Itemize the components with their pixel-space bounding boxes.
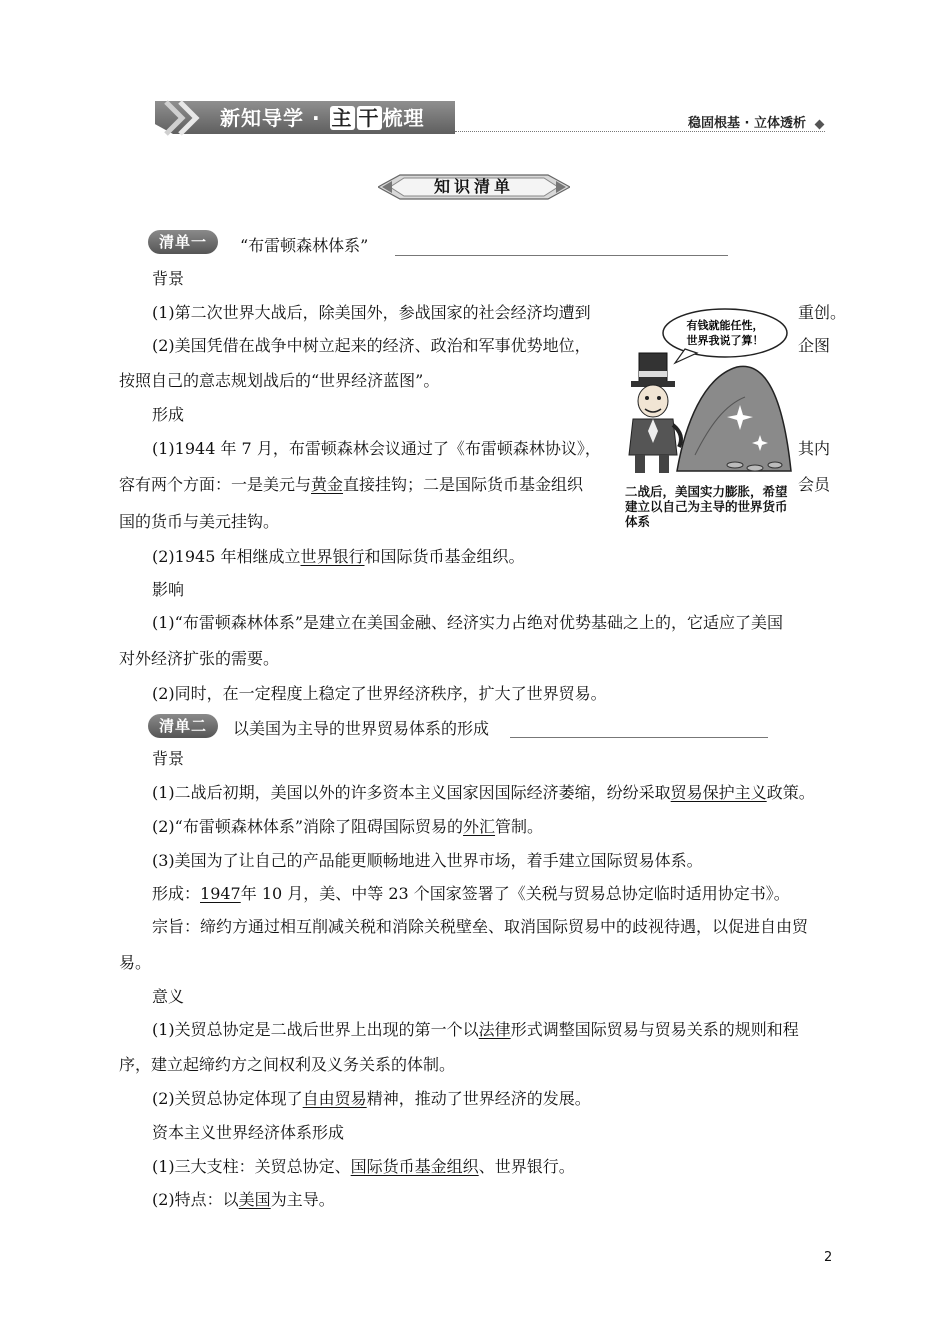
bubble-line-2: 世界我说了算！ <box>686 334 764 347</box>
list1-text: (2)同时，在一定程度上稳定了世界经济秩序，扩大了世界贸易。 <box>152 684 607 703</box>
cartoon-illustration <box>615 305 800 477</box>
list1-heading-background: 背景 <box>152 269 185 288</box>
list1-text: (2)1945 年相继成立 <box>152 547 301 566</box>
list2-text: 、世界银行。 <box>478 1157 575 1176</box>
list1-text: (1)1944 年 7 月，布雷顿森林会议通过了《布雷顿森林协议》， <box>152 439 601 458</box>
list2-text: 宗旨：缔约方通过相互削减关税和消除关税壁垒、取消国际贸易中的歧视待遇，以促进自由贸 <box>152 917 809 936</box>
answer-blank: 1947 <box>200 884 241 903</box>
list2-text: (3)美国为了让自己的产品能更顺畅地进入世界市场，着手建立国际贸易体系。 <box>152 851 703 870</box>
list1-text: 国的货币与美元挂钩。 <box>119 512 280 531</box>
list1-text: (1)“布雷顿森林体系”是建立在美国金融、经济实力占绝对优势基础之上的，它适应了美国 <box>152 613 784 632</box>
answer-blank: 外汇 <box>463 817 496 836</box>
list1-text: 容有两个方面：一是美元与 <box>119 475 312 494</box>
list2-text: 年 10 月，美、中等 23 个国家签署了《关税与贸易总协定临时适用协定书》。 <box>240 884 790 903</box>
list1-text: 其内 <box>798 439 831 458</box>
banner-title <box>220 103 425 133</box>
list2-text: 形成： <box>152 884 201 903</box>
banner-dotted-line <box>455 131 825 132</box>
list2-text-line <box>152 883 790 905</box>
answer-blank: 国际货币基金组织 <box>350 1157 479 1176</box>
diamond-icon <box>815 120 825 130</box>
list1-text: (2)美国凭借在战争中树立起来的经济、政治和军事优势地位， <box>152 336 591 355</box>
list2-text: (1)二战后初期，美国以外的许多资本主义国家因国际经济萎缩，纷纷采取 <box>152 783 671 802</box>
list2-text: (1)三大支柱：关贸总协定、 <box>152 1157 351 1176</box>
list2-heading-system: 资本主义世界经济体系形成 <box>152 1123 345 1142</box>
list2-rule <box>510 737 768 738</box>
chevron-right-icon <box>160 98 205 138</box>
list1-text: 会员 <box>798 475 831 494</box>
answer-blank: 世界银行 <box>300 547 365 566</box>
answer-blank: 美国 <box>238 1190 271 1209</box>
list2-text: (2)“布雷顿森林体系”消除了阻碍国际贸易的 <box>152 817 464 836</box>
list2-text: 序，建立起缔约方之间权利及义务关系的体制。 <box>119 1055 456 1074</box>
list2-text: 政策。 <box>766 783 815 802</box>
list2-heading-background: 背景 <box>152 749 185 768</box>
banner-dot: · <box>311 106 321 130</box>
list2-badge: 清单二 <box>148 714 218 738</box>
answer-blank: 贸易保护主义 <box>670 783 767 802</box>
answer-blank: 法律 <box>478 1020 511 1039</box>
list1-text: 直接挂钩；二是国际货币基金组织 <box>343 475 584 494</box>
list2-text: (2)特点：以 <box>152 1190 239 1209</box>
list2-text-line <box>152 1019 799 1041</box>
list2-text-line <box>152 1088 591 1110</box>
list1-text-line <box>152 546 525 568</box>
list1-badge: 清单一 <box>148 230 218 254</box>
answer-blank: 黄金 <box>311 475 344 494</box>
list2-text-line <box>152 1189 335 1211</box>
answer-blank: 自由贸易 <box>302 1089 367 1108</box>
list1-heading-formation: 形成 <box>152 405 185 424</box>
list1-title: “布雷顿森林体系” <box>240 236 369 255</box>
illustration-caption: 二战后，美国实力膨胀，希望建立以自己为主导的世界货币体系 <box>625 484 788 529</box>
list2-text: 形式调整国际贸易与贸易关系的规则和程 <box>510 1020 799 1039</box>
list1-text: 按照自己的意志规划战后的“世界经济蓝图”。 <box>119 371 440 390</box>
bubble-line-1: 有钱就能任性， <box>686 319 764 332</box>
list1-text: 和国际货币基金组织。 <box>364 547 525 566</box>
list2-text: 管制。 <box>495 817 544 836</box>
list2-text: 精神，推动了世界经济的发展。 <box>366 1089 591 1108</box>
list2-text: (1)关贸总协定是二战后世界上出现的第一个以 <box>152 1020 479 1039</box>
list1-text-line <box>119 474 583 496</box>
list2-text: (2)关贸总协定体现了 <box>152 1089 303 1108</box>
list1-rule <box>395 255 728 256</box>
list1-text: 企图 <box>798 336 831 355</box>
banner-title-a: 新知导学 <box>220 106 304 130</box>
list2-text-line <box>152 1156 575 1178</box>
banner-title-b1: 主 <box>331 106 353 130</box>
list2-text: 易。 <box>119 953 152 972</box>
list2-heading-significance: 意义 <box>152 987 185 1006</box>
list2-title: 以美国为主导的世界贸易体系的形成 <box>233 719 490 738</box>
list1-text: 重创。 <box>798 303 847 322</box>
page-number: 2 <box>824 1250 833 1265</box>
banner-title-b2: 干 <box>358 106 380 130</box>
section-label: 知识清单 <box>433 177 514 196</box>
list1-text: 对外经济扩张的需要。 <box>119 649 280 668</box>
banner-right-text: 稳固根基 · 立体透析 <box>688 116 806 131</box>
list2-text-line <box>152 782 815 804</box>
banner-title-b3: 梳理 <box>382 106 425 130</box>
list2-text: 为主导。 <box>270 1190 335 1209</box>
list1-heading-influence: 影响 <box>152 580 185 599</box>
list1-text: (1)第二次世界大战后，除美国外，参战国家的社会经济均遭到 <box>152 303 591 322</box>
list2-text-line <box>152 816 543 838</box>
